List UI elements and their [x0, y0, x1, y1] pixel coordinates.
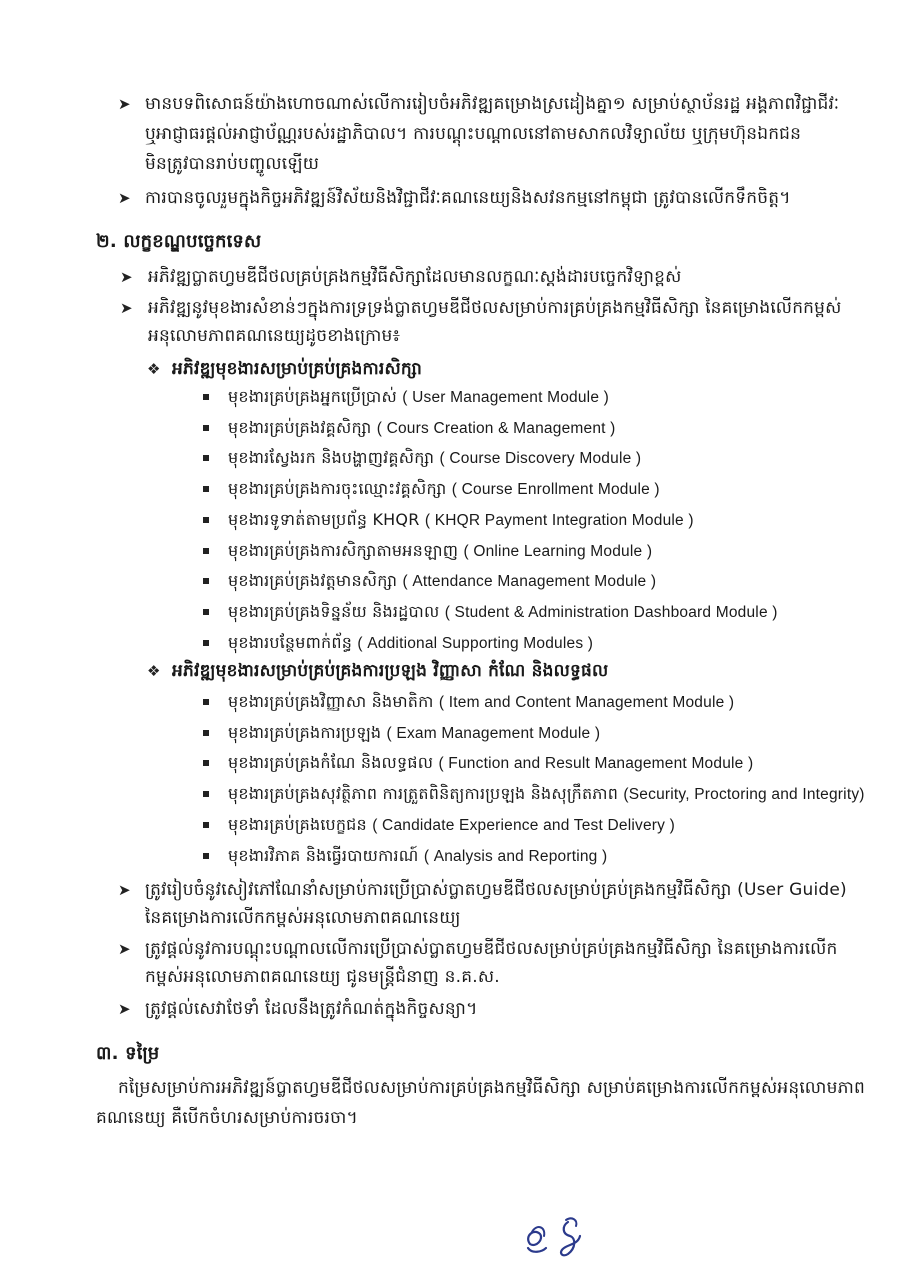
intro-bullet-1-line-1: មានបទពិសោធន៍យ៉ាងហោចណាស់លើការរៀបចំអភិវឌ្ឍគម្រោងស្រដៀងគ្នា១ សម្រាប់ស្ថាប័នរដ្ឋ អង្គភាពវិជ្ជាជីវៈ [145, 94, 840, 114]
module-list-item [228, 631, 593, 656]
module-name-khmer: មុខងារទូទាត់តាមប្រព័ន្ធ KHQR [228, 509, 420, 529]
closing-bullet-2-line-1: ត្រូវផ្តល់នូវការបណ្តុះបណ្តាលលើការប្រើប្រាស់ប្លាតហ្វមឌីជីថលសម្រាប់គ្រប់គ្រងកម្មវិធីសិក្សា នៃគម្រោងការលើក [145, 939, 838, 959]
square-bullet-icon [203, 822, 209, 828]
square-bullet-icon [203, 455, 209, 461]
module-name-english: ( Attendance Management Module ) [402, 573, 657, 591]
arrow-bullet-icon: ➤ [118, 1000, 131, 1018]
square-bullet-icon [203, 730, 209, 736]
module-name-khmer: មុខងារបន្ថែមពាក់ព័ន្ធ [228, 632, 353, 652]
closing-bullet-3: ត្រូវផ្តល់សេវាថែទាំ ដែលនឹងត្រូវកំណត់ក្នុងកិច្ចសន្យា។ [145, 999, 478, 1019]
arrow-bullet-icon: ➤ [118, 940, 131, 958]
section-3-paragraph-line-1: កម្រៃសម្រាប់ការអភិវឌ្ឍន៍ប្លាតហ្វមឌីជីថលសម្រាប់ការគ្រប់គ្រងកម្មវិធីសិក្សា សម្រាប់គម្រោងការលើកកម្ពស់អនុលោមភាព [118, 1078, 865, 1098]
module-list-item [228, 477, 660, 502]
module-name-english: ( Additional Supporting Modules ) [357, 634, 594, 652]
module-list-item [228, 569, 656, 594]
module-name-khmer: មុខងារគ្រប់គ្រងវិញ្ញាសា និងមាតិកា [228, 692, 434, 711]
module-name-khmer: មុខងារស្វែងរក និងបង្ហាញវគ្គសិក្សា [228, 448, 435, 468]
module-name-english: ( Analysis and Reporting ) [423, 847, 608, 865]
square-bullet-icon [203, 791, 209, 797]
module-list-item [228, 508, 694, 533]
arrow-bullet-icon: ➤ [118, 189, 131, 207]
handwritten-signature [518, 1214, 588, 1264]
square-bullet-icon [203, 548, 209, 554]
module-name-khmer: មុខងារគ្រប់គ្រងទិន្នន័យ និងរដ្ឋបាល [228, 601, 440, 621]
module-list-item [228, 782, 865, 807]
closing-bullet-1-line-2: នៃគម្រោងការលើកកម្ពស់អនុលោមភាពគណនេយ្យ [145, 908, 461, 928]
module-name-english: ( Online Learning Module ) [463, 542, 653, 560]
section-3-paragraph-line-2: គណនេយ្យ គឺបើកចំហរសម្រាប់ការចរចា។ [96, 1108, 358, 1128]
module-list-item [228, 385, 609, 410]
square-bullet-icon [203, 394, 209, 400]
arrow-bullet-icon: ➤ [120, 268, 133, 286]
section-3-heading: ៣. ទម្រៃ [96, 1043, 160, 1064]
module-list-item [228, 690, 734, 715]
intro-bullet-1-line-3: មិនត្រូវបានរាប់បញ្ចូលឡើយ [145, 154, 320, 174]
square-bullet-icon [203, 517, 209, 523]
module-name-english: ( Function and Result Management Module ) [438, 755, 754, 773]
module-name-khmer: មុខងារគ្រប់គ្រងវត្តមានសិក្សា [228, 571, 398, 591]
module-list-item [228, 600, 778, 625]
module-list-item [228, 751, 753, 776]
module-name-english: ( Student & Administration Dashboard Module ) [444, 603, 778, 621]
module-list-item [228, 844, 607, 869]
closing-bullet-2-line-2: កម្ពស់អនុលោមភាពគណនេយ្យ ជូនមន្ត្រីជំនាញ ន.គ.ស. [145, 967, 500, 987]
module-list-item [228, 446, 641, 471]
module-name-english: ( Course Enrollment Module ) [451, 481, 660, 499]
square-bullet-icon [203, 578, 209, 584]
module-name-khmer: មុខងារគ្រប់គ្រងកំណែ និងលទ្ធផល [228, 753, 434, 773]
module-name-khmer: មុខងារគ្រប់គ្រងអ្នកប្រើប្រាស់ [228, 387, 397, 406]
module-name-english: ( Course Discovery Module ) [439, 450, 642, 468]
module-name-khmer: មុខងារគ្រប់គ្រងការសិក្សាតាមអនឡាញ [228, 540, 459, 560]
intro-bullet-1-line-2: ឬអាជ្ញាធរផ្តល់អាជ្ញាប័ណ្ណរបស់រដ្ឋាភិបាល។ ការបណ្តុះបណ្តាលនៅតាមសាកលវិទ្យាល័យ ឬក្រុមហ៊ុនឯកជន [145, 124, 802, 144]
section-2-bullet-1: អភិវឌ្ឍប្លាតហ្វមឌីជីថលគ្រប់គ្រងកម្មវិធីសិក្សាដែលមានលក្ខណៈស្តង់ដារបច្ចេកវិទ្យាខ្ពស់ [148, 267, 682, 287]
module-name-english: ( User Management Module ) [402, 389, 610, 406]
module-list-item [228, 813, 675, 838]
square-bullet-icon [203, 853, 209, 859]
module-name-khmer: មុខងារគ្រប់គ្រងការចុះឈ្មោះវគ្គសិក្សា [228, 479, 447, 499]
module-list-item [228, 721, 600, 746]
section-2-bullet-2-line-1: អភិវឌ្ឍនូវមុខងារសំខាន់ៗក្នុងការទ្រទ្រង់ប្លាតហ្វមឌីជីថលសម្រាប់ការគ្រប់គ្រងកម្មវិធីសិក្សា នៃគម្រោងលើកកម្ពស់ [148, 298, 842, 318]
module-name-khmer: មុខងារគ្រប់គ្រងវគ្គសិក្សា [228, 417, 372, 437]
closing-bullet-1-line-1: ត្រូវរៀបចំនូវសៀវភៅណែនាំសម្រាប់ការប្រើប្រាស់ប្លាតហ្វមឌីជីថលសម្រាប់គ្រប់គ្រងកម្មវិធីសិក្សា (User Guide) [145, 880, 847, 900]
module-list-item [228, 539, 652, 564]
module-name-english: ( Candidate Experience and Test Delivery ) [372, 816, 675, 834]
module-list-item [228, 416, 616, 441]
square-bullet-icon [203, 486, 209, 492]
module-name-english: ( KHQR Payment Integration Module ) [424, 511, 694, 529]
diamond-bullet-icon: ❖ [147, 662, 161, 680]
section-2-heading: ២. លក្ខខណ្ឌបច្ចេកទេស [96, 231, 262, 252]
arrow-bullet-icon: ➤ [120, 299, 133, 317]
section-2-bullet-2-line-2: អនុលោមភាពគណនេយ្យដូចខាងក្រោម៖ [148, 326, 401, 346]
module-name-khmer: មុខងារគ្រប់គ្រងសុវត្ថិភាព ការត្រួតពិនិត្យការប្រឡង និងសុក្រឹតភាព [228, 784, 619, 804]
arrow-bullet-icon: ➤ [118, 95, 131, 113]
square-bullet-icon [203, 640, 209, 646]
module-name-khmer: មុខងារគ្រប់គ្រងការប្រឡង [228, 722, 382, 742]
square-bullet-icon [203, 425, 209, 431]
module-name-english: (Security, Proctoring and Integrity) [623, 786, 865, 804]
module-name-english: ( Cours Creation & Management ) [376, 419, 616, 437]
module-name-khmer: មុខងារវិភាគ និងធ្វើរបាយការណ៍ [228, 845, 419, 865]
module-name-khmer: មុខងារគ្រប់គ្រងបេក្ខជន [228, 814, 367, 834]
module-name-english: ( Exam Management Module ) [386, 724, 601, 742]
group-2-title: អភិវឌ្ឍមុខងារសម្រាប់គ្រប់គ្រងការប្រឡង វិញ្ញាសា កំណែ និងលទ្ធផល [172, 661, 609, 681]
square-bullet-icon [203, 699, 209, 705]
intro-bullet-2-line-1: ការបានចូលរួមក្នុងកិច្ចអភិវឌ្ឍន៍វិស័យនិងវិជ្ជាជីវៈគណនេយ្យនិងសវនកម្មនៅកម្ពុជា ត្រូវបានលើកទឹកចិត្ត។ [145, 188, 791, 208]
square-bullet-icon [203, 760, 209, 766]
module-name-english: ( Item and Content Management Module ) [438, 694, 735, 711]
group-1-title: អភិវឌ្ឍមុខងារសម្រាប់គ្រប់គ្រងការសិក្សា [172, 359, 423, 379]
square-bullet-icon [203, 609, 209, 615]
diamond-bullet-icon: ❖ [147, 360, 161, 378]
arrow-bullet-icon: ➤ [118, 881, 131, 899]
